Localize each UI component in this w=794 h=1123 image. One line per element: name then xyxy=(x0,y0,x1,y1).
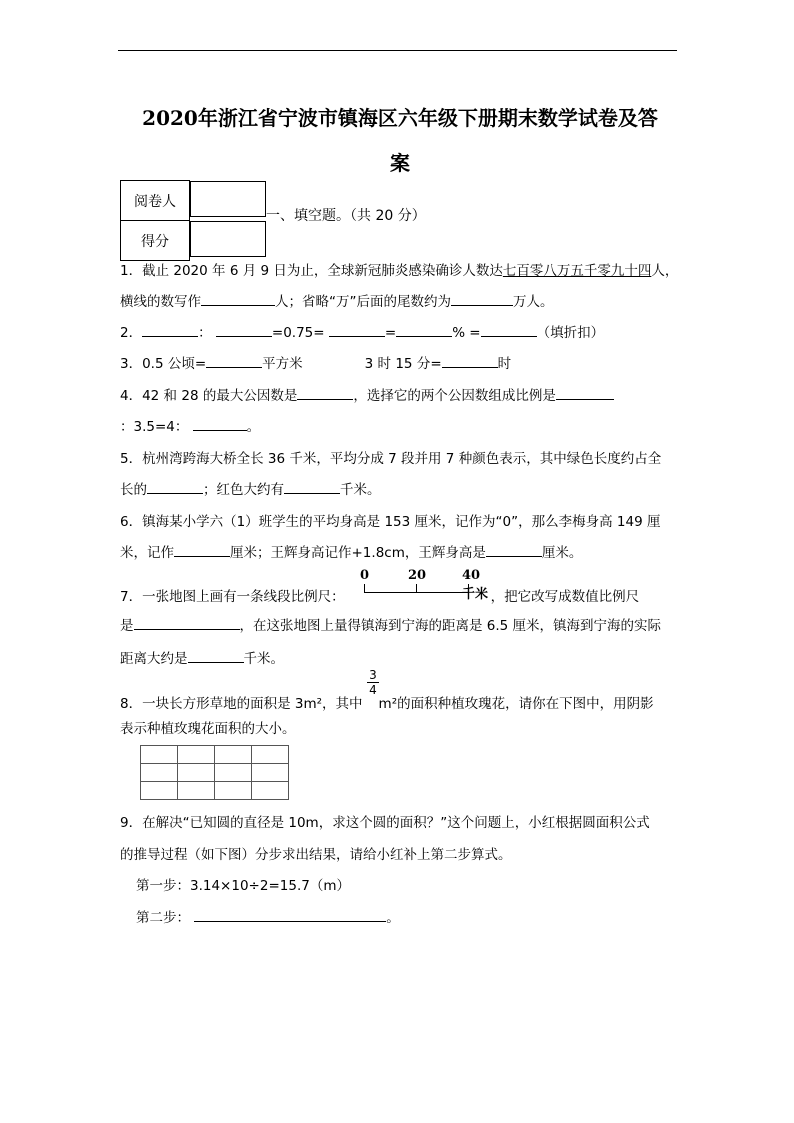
question-1-line-1 xyxy=(120,259,678,279)
question-text: 时 xyxy=(497,356,512,372)
grid-cell[interactable] xyxy=(215,746,252,764)
answer-blank[interactable] xyxy=(556,385,614,400)
question-3 xyxy=(120,352,511,372)
question-text: ，选择它的两个公因数组成比例是 xyxy=(353,388,556,404)
question-text: 。 xyxy=(386,910,400,926)
answer-blank[interactable] xyxy=(206,353,262,368)
question-9-step-1: 第一步：3.14×10÷2=15.7（m） xyxy=(136,878,350,894)
question-text: ： xyxy=(198,325,212,341)
fraction-numerator: 3 xyxy=(367,668,379,683)
underlined-number-words: 七百零八万五千零九十四 xyxy=(502,263,652,279)
grid-cell[interactable] xyxy=(215,782,252,800)
grader-label: 阅卷人 xyxy=(121,181,190,221)
question-text: 平方米 xyxy=(262,356,303,372)
question-text: 8．一块长方形草地的面积是 3m²，其中 xyxy=(120,696,363,712)
question-4-line-2 xyxy=(120,415,260,435)
question-text: 千米。 xyxy=(340,482,381,498)
question-4-line-1 xyxy=(120,384,614,404)
question-text: 千米。 xyxy=(243,651,284,667)
scale-label-0: 0 xyxy=(360,568,370,583)
question-7-line-2 xyxy=(120,614,661,634)
grid-cell[interactable] xyxy=(252,764,289,782)
question-text: 厘米。 xyxy=(541,545,583,561)
question-text: ：3.5=4： xyxy=(120,419,189,435)
answer-blank[interactable] xyxy=(451,291,513,306)
page-title-continued: 案 xyxy=(390,151,410,175)
table-row xyxy=(121,221,267,261)
question-text: 万人。 xyxy=(513,294,554,310)
question-8-line-1 xyxy=(120,692,654,712)
question-9-step-2 xyxy=(136,906,400,926)
question-text: = xyxy=(384,325,397,341)
question-6-line-2 xyxy=(120,541,582,561)
question-text: 4．42 和 28 的最大公因数是 xyxy=(120,388,298,404)
answer-blank[interactable] xyxy=(297,385,353,400)
grid-cell[interactable] xyxy=(252,782,289,800)
answer-blank[interactable] xyxy=(481,322,537,337)
page-title: 2020年浙江省宁波市镇海区六年级下册期末数学试卷及答 xyxy=(142,106,658,130)
question-number: 2． xyxy=(120,325,143,341)
question-text: 1．截止 2020 年 6 月 9 日为止，全球新冠肺炎感染确诊人数达 xyxy=(120,263,503,279)
question-text: ，在这张地图上量得镇海到宁海的距离是 6.5 厘米，镇海到宁海的实际 xyxy=(239,618,662,634)
scale-tick xyxy=(416,584,417,593)
answer-blank[interactable] xyxy=(396,322,452,337)
question-text: 距离大约是 xyxy=(120,651,188,667)
grid-cell[interactable] xyxy=(178,746,215,764)
grid-cell[interactable] xyxy=(252,746,289,764)
question-text: 长的 xyxy=(120,482,147,498)
section-heading: 一、填空题。（共 20 分） xyxy=(266,208,426,224)
answer-blank[interactable] xyxy=(329,322,385,337)
scale-tick xyxy=(468,584,469,593)
grid-cell[interactable] xyxy=(178,782,215,800)
line-scale-diagram xyxy=(358,568,489,602)
fraction-denominator: 4 xyxy=(369,683,377,697)
scale-label-40km: 40千米 xyxy=(462,568,489,602)
question-text: 厘米；王辉身高记作+1.8cm，王辉身高是 xyxy=(230,545,486,561)
answer-blank[interactable] xyxy=(134,615,240,630)
question-1-line-2 xyxy=(120,290,554,310)
answer-blank[interactable] xyxy=(284,479,340,494)
grid-cell[interactable] xyxy=(141,746,178,764)
question-text: % = xyxy=(452,325,481,341)
question-text: ，把它改写成数值比例尺 xyxy=(490,589,640,605)
answer-blank[interactable] xyxy=(216,322,272,337)
score-table xyxy=(120,180,267,261)
header-rule xyxy=(118,50,677,51)
answer-blank[interactable] xyxy=(442,353,498,368)
question-text: 3 时 15 分= xyxy=(364,356,442,372)
answer-blank[interactable] xyxy=(174,542,230,557)
answer-blank[interactable] xyxy=(188,648,244,663)
question-text: 3．0.5 公顷= xyxy=(120,356,207,372)
question-text: ；红色大约有 xyxy=(203,482,284,498)
answer-blank[interactable] xyxy=(147,479,203,494)
question-9-line-2: 的推导过程（如下图）分步求出结果，请给小红补上第二步算式。 xyxy=(120,847,512,863)
grid-cell[interactable] xyxy=(141,764,178,782)
grid-cell[interactable] xyxy=(141,782,178,800)
grid-cell[interactable] xyxy=(215,764,252,782)
table-row xyxy=(121,181,267,221)
question-text: 人， xyxy=(651,263,679,279)
question-text: 米，记作 xyxy=(120,545,174,561)
grader-value-cell[interactable] xyxy=(190,181,266,217)
question-text: =0.75= xyxy=(271,325,325,341)
answer-blank[interactable] xyxy=(193,416,247,431)
score-value-cell[interactable] xyxy=(190,221,266,257)
answer-blank[interactable] xyxy=(201,291,275,306)
question-text: m²的面积种植玫瑰花，请你在下图中，用阴影 xyxy=(378,696,654,712)
question-5-line-1: 5．杭州湾跨海大桥全长 36 千米，平均分成 7 段并用 7 种颜色表示，其中绿色长度约占全 xyxy=(120,451,662,467)
question-5-line-2 xyxy=(120,478,381,498)
question-7-line-3 xyxy=(120,647,284,667)
answer-blank[interactable] xyxy=(142,322,198,337)
scale-tick xyxy=(364,584,365,593)
scale-label-20: 20 xyxy=(408,568,427,583)
question-text: 7．一张地图上画有一条线段比例尺： xyxy=(120,589,345,605)
question-9-line-1: 9．在解决“已知圆的直径是 10m，求这个圆的面积？”这个问题上，小红根据圆面积公式 xyxy=(120,815,650,831)
answer-blank[interactable] xyxy=(486,542,542,557)
question-2 xyxy=(120,321,604,341)
question-text: 。 xyxy=(246,419,261,435)
question-text: 是 xyxy=(120,618,134,634)
grid-cell[interactable] xyxy=(178,764,215,782)
score-label: 得分 xyxy=(121,221,190,261)
question-8-line-2: 表示种植玫瑰花面积的大小。 xyxy=(120,721,296,737)
question-text: 人；省略“万”后面的尾数约为 xyxy=(275,294,451,310)
question-text: 横线的数写作 xyxy=(120,294,201,310)
question-6-line-1: 6．镇海某小学六（1）班学生的平均身高是 153 厘米，记作为“0”，那么李梅身高 149 厘 xyxy=(120,514,661,530)
shading-grid xyxy=(140,745,289,800)
question-text: 第二步： xyxy=(136,910,190,926)
answer-blank[interactable] xyxy=(194,907,386,922)
question-text: （填折扣） xyxy=(536,325,605,341)
